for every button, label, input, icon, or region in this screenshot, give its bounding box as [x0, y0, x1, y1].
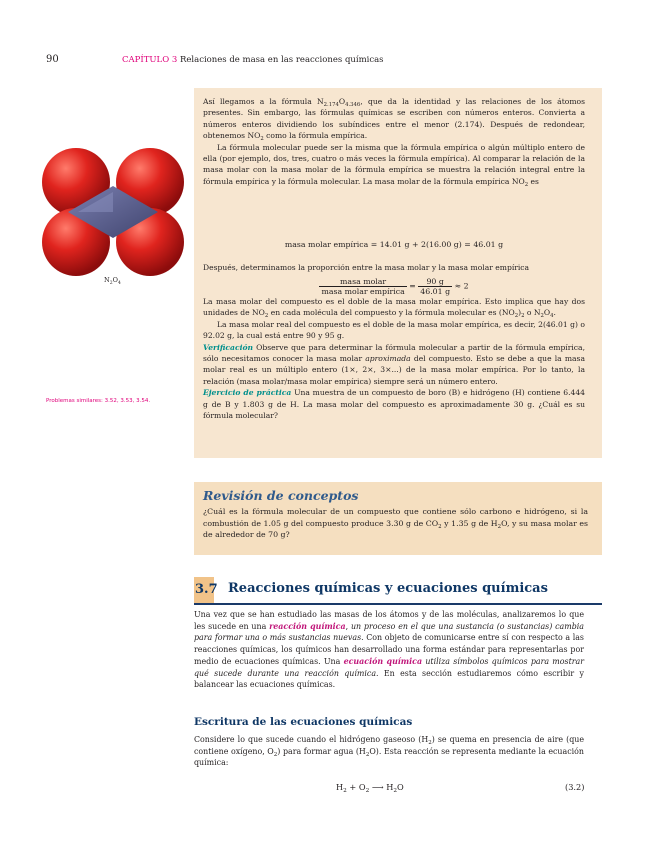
verification-label: Verificación	[203, 342, 254, 352]
concept-review-title: Revisión de conceptos	[203, 488, 359, 503]
chapter-label: CAPÍTULO 3	[122, 55, 178, 65]
practice-label: Ejercicio de práctica	[203, 388, 292, 398]
subsection-title: Escritura de las ecuaciones químicas	[194, 716, 413, 728]
section-title: Reacciones químicas y ecuaciones químicas	[228, 581, 548, 596]
similar-problems-note: Problemas similares: 3.52, 3.53, 3.54.	[46, 398, 151, 404]
n2o4-molecule-image	[38, 144, 188, 280]
figure-label: $N_2O_4$	[104, 276, 121, 286]
fraction-molar-mass: $\frac{\text{masa molar}}{\text{masa molar empírica}}$	[321, 277, 405, 296]
page-number: 90	[46, 54, 59, 65]
concept-review-text: ¿Cuál es la fórmula molecular de un compuesto que contiene sólo carbono e hidrógeno, si la combustión de 1.05 g del compuesto produce 3.30 g de $CO_2$ y 1.35 g de $H_2O$, y su masa molar es de alrededor de 70 g?	[203, 507, 588, 540]
section-rule	[194, 603, 602, 605]
term-chemical-reaction: reacción química	[269, 621, 346, 631]
example-paragraph-4: La masa molar del compuesto es el doble de la masa molar empírica. Esto implica que hay dos unidades de $NO_2$ en cada molécula del compuesto y la fórmula molecular es $(NO_2)_2$ o $N_2O_4$. La masa molar real del compuesto es el doble de la masa molar empírica, es decir, 2(46.01 g) o 92.02 g, la cual está entre 90 y 95 g. Verificación Observe que para determinar la fórmula molecular a partir de la fórmula empírica, sólo necesitamos conocer la masa molar aproximada del compuesto. Esto se debe a que la masa molar real es un múltiplo entero (1×, 2×, 3×...) de la masa molar empírica. Por lo tanto, la relación (masa molar/masa molar empírica) siempre será un número entero. Ejercicio de práctica Una muestra de un compuesto de boro (B) e hidrógeno (H) contiene 6.444 g de B y 1.803 g de H. La masa molar del compuesto es aproximadamente 30 g. ¿Cuál es su fórmula molecular?	[203, 297, 586, 421]
running-header	[122, 55, 384, 65]
example-paragraph-1: Así llegamos a la fórmula $N_{2.174}O_{4.346}$, que da la identidad y las relaciones de los átomos presentes. Sin embargo, las fórmulas químicas se escriben con números enteros. Convierta a números enteros dividiendo los subíndices entre el menor (2.174). Después de redondear, obtenemos $NO_2$ como la fórmula empírica. La fórmula molecular puede ser la misma que la fórmula empírica o algún múltiplo entero de ella (por ejemplo, dos, tres, cuatro o más veces la fórmula empírica). Al comparar la relación de la masa molar con la masa molar de la fórmula empírica se muestra la relación integral entre la fórmula empírica y la fórmula molecular. La masa molar de la fórmula empírica $NO_2$ es	[203, 97, 585, 188]
chemical-equation-3-2: $H_2 + O_2$ ⟶ $H_2O$	[336, 782, 404, 794]
chapter-title: Relaciones de masa en las reacciones químicas	[179, 55, 384, 65]
subsection-paragraph: Considere lo que sucede cuando el hidrógeno gaseoso $(H_2)$ se quema en presencia de aire (que contiene oxígeno, $O_2$) para formar agua $(H_2O)$. Esta reacción se representa mediante la ecuación química:	[194, 735, 584, 768]
section-paragraph: Una vez que se han estudiado las masas de los átomos y de las moléculas, analizaremos lo que les sucede en una reacción química, un proceso en el que una sustancia (o sustancias) cambia para formar una o más sustancias nuevas. Con objeto de comunicarse entre sí con respecto a las reacciones químicas, los químicos han desarrollado una forma estándar para representarlas por medio de ecuaciones químicas. Una ecuación química utiliza símbolos químicos para mostrar qué sucede durante una reacción química. En esta sección estudiaremos cómo escribir y balancear las ecuaciones químicas.	[194, 610, 584, 690]
section-number: 3.7	[195, 582, 218, 597]
example-paragraph-3: Después, determinamos la proporción entre la masa molar y la masa molar empírica	[203, 263, 530, 272]
fraction-values: $\frac{90 g}{46.01 g}$	[420, 277, 451, 296]
term-chemical-equation: ecuación química	[343, 656, 423, 666]
empirical-mass-equation: masa molar empírica = 14.01 g + 2(16.00 g) = 46.01 g	[284, 240, 504, 249]
ratio-equation: $\frac{\text{masa molar}}{\text{masa molar empírica}}$ = $\frac{90 g}{46.01 g}$ ≈ 2	[321, 277, 469, 296]
equation-number: (3.2)	[565, 782, 585, 792]
